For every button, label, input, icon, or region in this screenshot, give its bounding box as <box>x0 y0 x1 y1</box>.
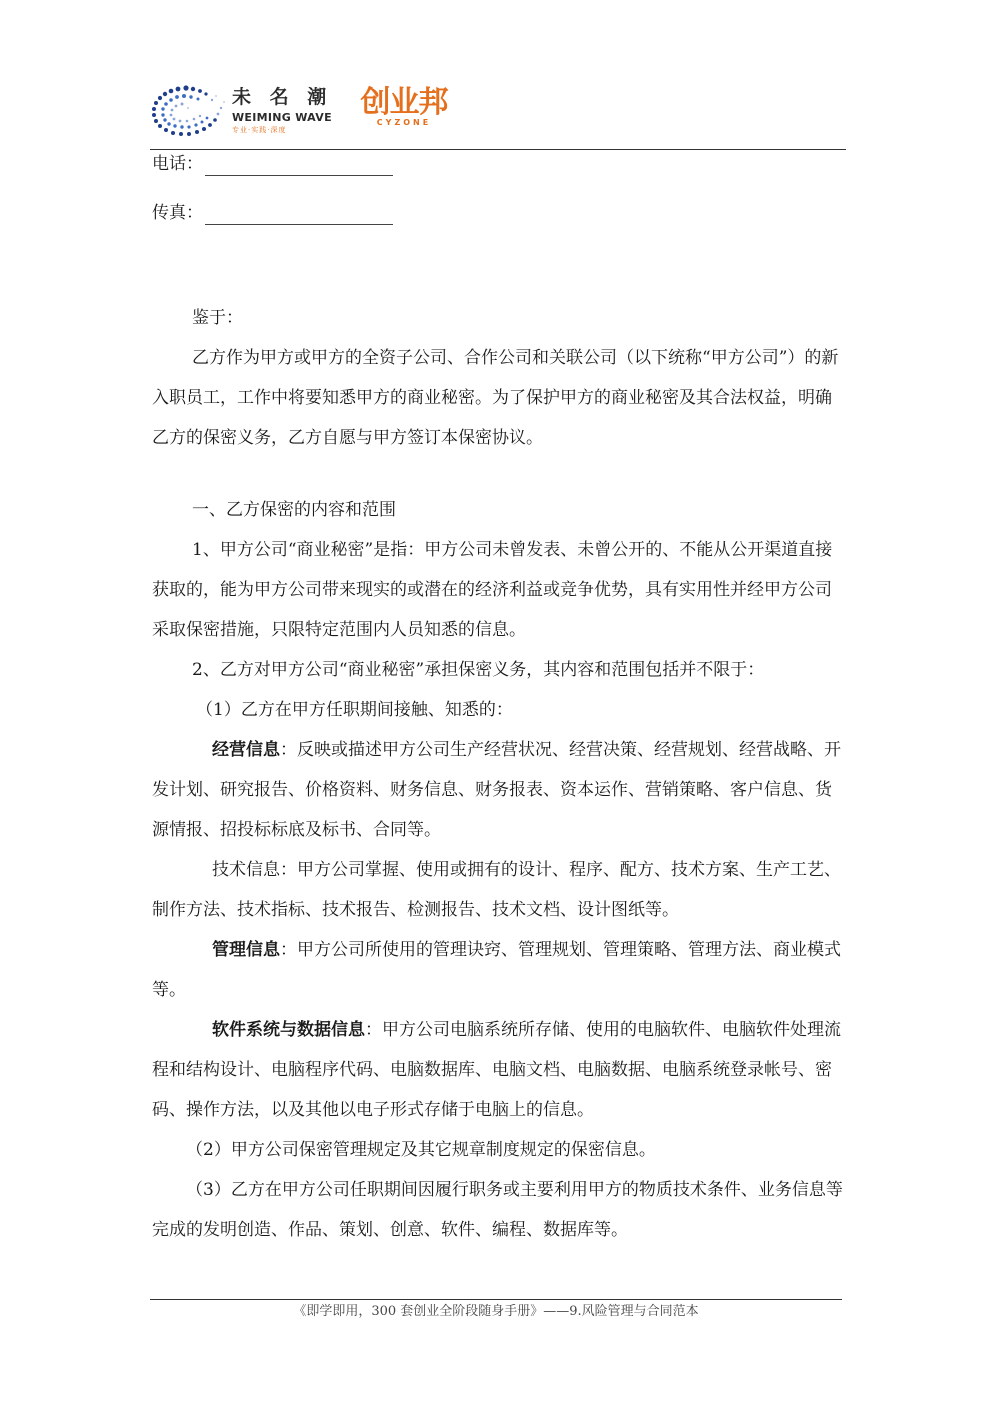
software-info-paragraph <box>152 1010 848 1130</box>
logo-chinese-name: 未 名 潮 <box>232 86 333 108</box>
sub-clause-1: （1）乙方在甲方任职期间接触、知悉的： <box>196 700 513 720</box>
tech-info-text: ：甲方公司掌握、使用或拥有的设计、程序、配方、技术方案、生产工艺、制作方法、技术指标、技术报告、检测报告、技术文档、设计图纸等。 <box>152 860 841 920</box>
sub-clause-2: （2）甲方公司保密管理规定及其它规章制度规定的保密信息。 <box>186 1140 656 1160</box>
phone-label: 电话： <box>152 154 203 174</box>
business-info-text: ：反映或描述甲方公司生产经营状况、经营决策、经营规划、经营战略、开发计划、研究报告、价格资料、财务信息、财务报表、资本运作、营销策略、客户信息、货源情报、招投标标底及标书、合同等。 <box>152 740 841 840</box>
spacer <box>152 458 848 490</box>
fax-field <box>152 201 393 225</box>
whereas-paragraph: 乙方作为甲方或甲方的全资子公司、合作公司和关联公司（以下统称“甲方公司”）的新入职员工，工作中将要知悉甲方的商业秘密。为了保护甲方的商业秘密及其合法权益，明确乙方的保密义务，乙方自愿与甲方签订本保密协议。 <box>152 348 839 448</box>
tech-info-paragraph <box>152 850 848 930</box>
whereas-title: 鉴于： <box>192 308 243 328</box>
business-info-label: 经营信息 <box>212 740 280 760</box>
logo-english-name: WEIMING WAVE <box>232 111 332 124</box>
clause-1: 1、甲方公司“商业秘密”是指：甲方公司未曾发表、未曾公开的、不能从公开渠道直接获取的，能为甲方公司带来现实的或潜在的经济利益或竞争优势，具有实用性并经甲方公司采取保密措施，只限特定范围内人员知悉的信息。 <box>152 540 833 640</box>
cyzone-logo <box>356 86 452 127</box>
agreement-body <box>152 298 848 1250</box>
cyzone-english-name: CYZONE <box>376 118 432 127</box>
logo-tagline: 专业·实践·深度 <box>232 126 287 134</box>
weiming-wave-swirl-icon <box>146 80 228 142</box>
business-info-paragraph <box>152 730 848 850</box>
fax-label: 传真： <box>152 203 203 223</box>
mgmt-info-paragraph <box>152 930 848 1010</box>
sub-clause-3: （3）乙方在甲方公司任职期间因履行职务或主要利用甲方的物质技术条件、业务信息等完成的发明创造、作品、策划、创意、软件、编程、数据库等。 <box>152 1180 843 1240</box>
mgmt-info-label: 管理信息 <box>212 940 280 960</box>
page-header <box>146 78 846 148</box>
footer-divider <box>150 1299 842 1300</box>
header-divider <box>150 149 846 150</box>
cyzone-chinese-name: 创业邦 <box>360 85 448 120</box>
clause-2: 2、乙方对甲方公司“商业秘密”承担保密义务，其内容和范围包括并不限于： <box>192 660 765 680</box>
phone-blank-line <box>205 156 393 176</box>
page-footer: 《即学即用，300 套创业全阶段随身手册》——9.风险管理与合同范本 <box>293 1304 699 1319</box>
section1-heading: 一、乙方保密的内容和范围 <box>192 500 396 520</box>
mgmt-info-text: ：甲方公司所使用的管理诀窍、管理规划、管理策略、管理方法、商业模式等。 <box>152 940 841 1000</box>
weiming-wave-logo <box>232 86 332 135</box>
tech-info-label: 技术信息 <box>212 860 280 880</box>
software-info-label: 软件系统与数据信息 <box>212 1020 365 1040</box>
phone-field <box>152 152 393 176</box>
fax-blank-line <box>205 205 393 225</box>
software-info-text: ：甲方公司电脑系统所存储、使用的电脑软件、电脑软件处理流程和结构设计、电脑程序代码、电脑数据库、电脑文档、电脑数据、电脑系统登录帐号、密码、操作方法，以及其他以电子形式存储于电脑上的信息。 <box>152 1020 841 1120</box>
